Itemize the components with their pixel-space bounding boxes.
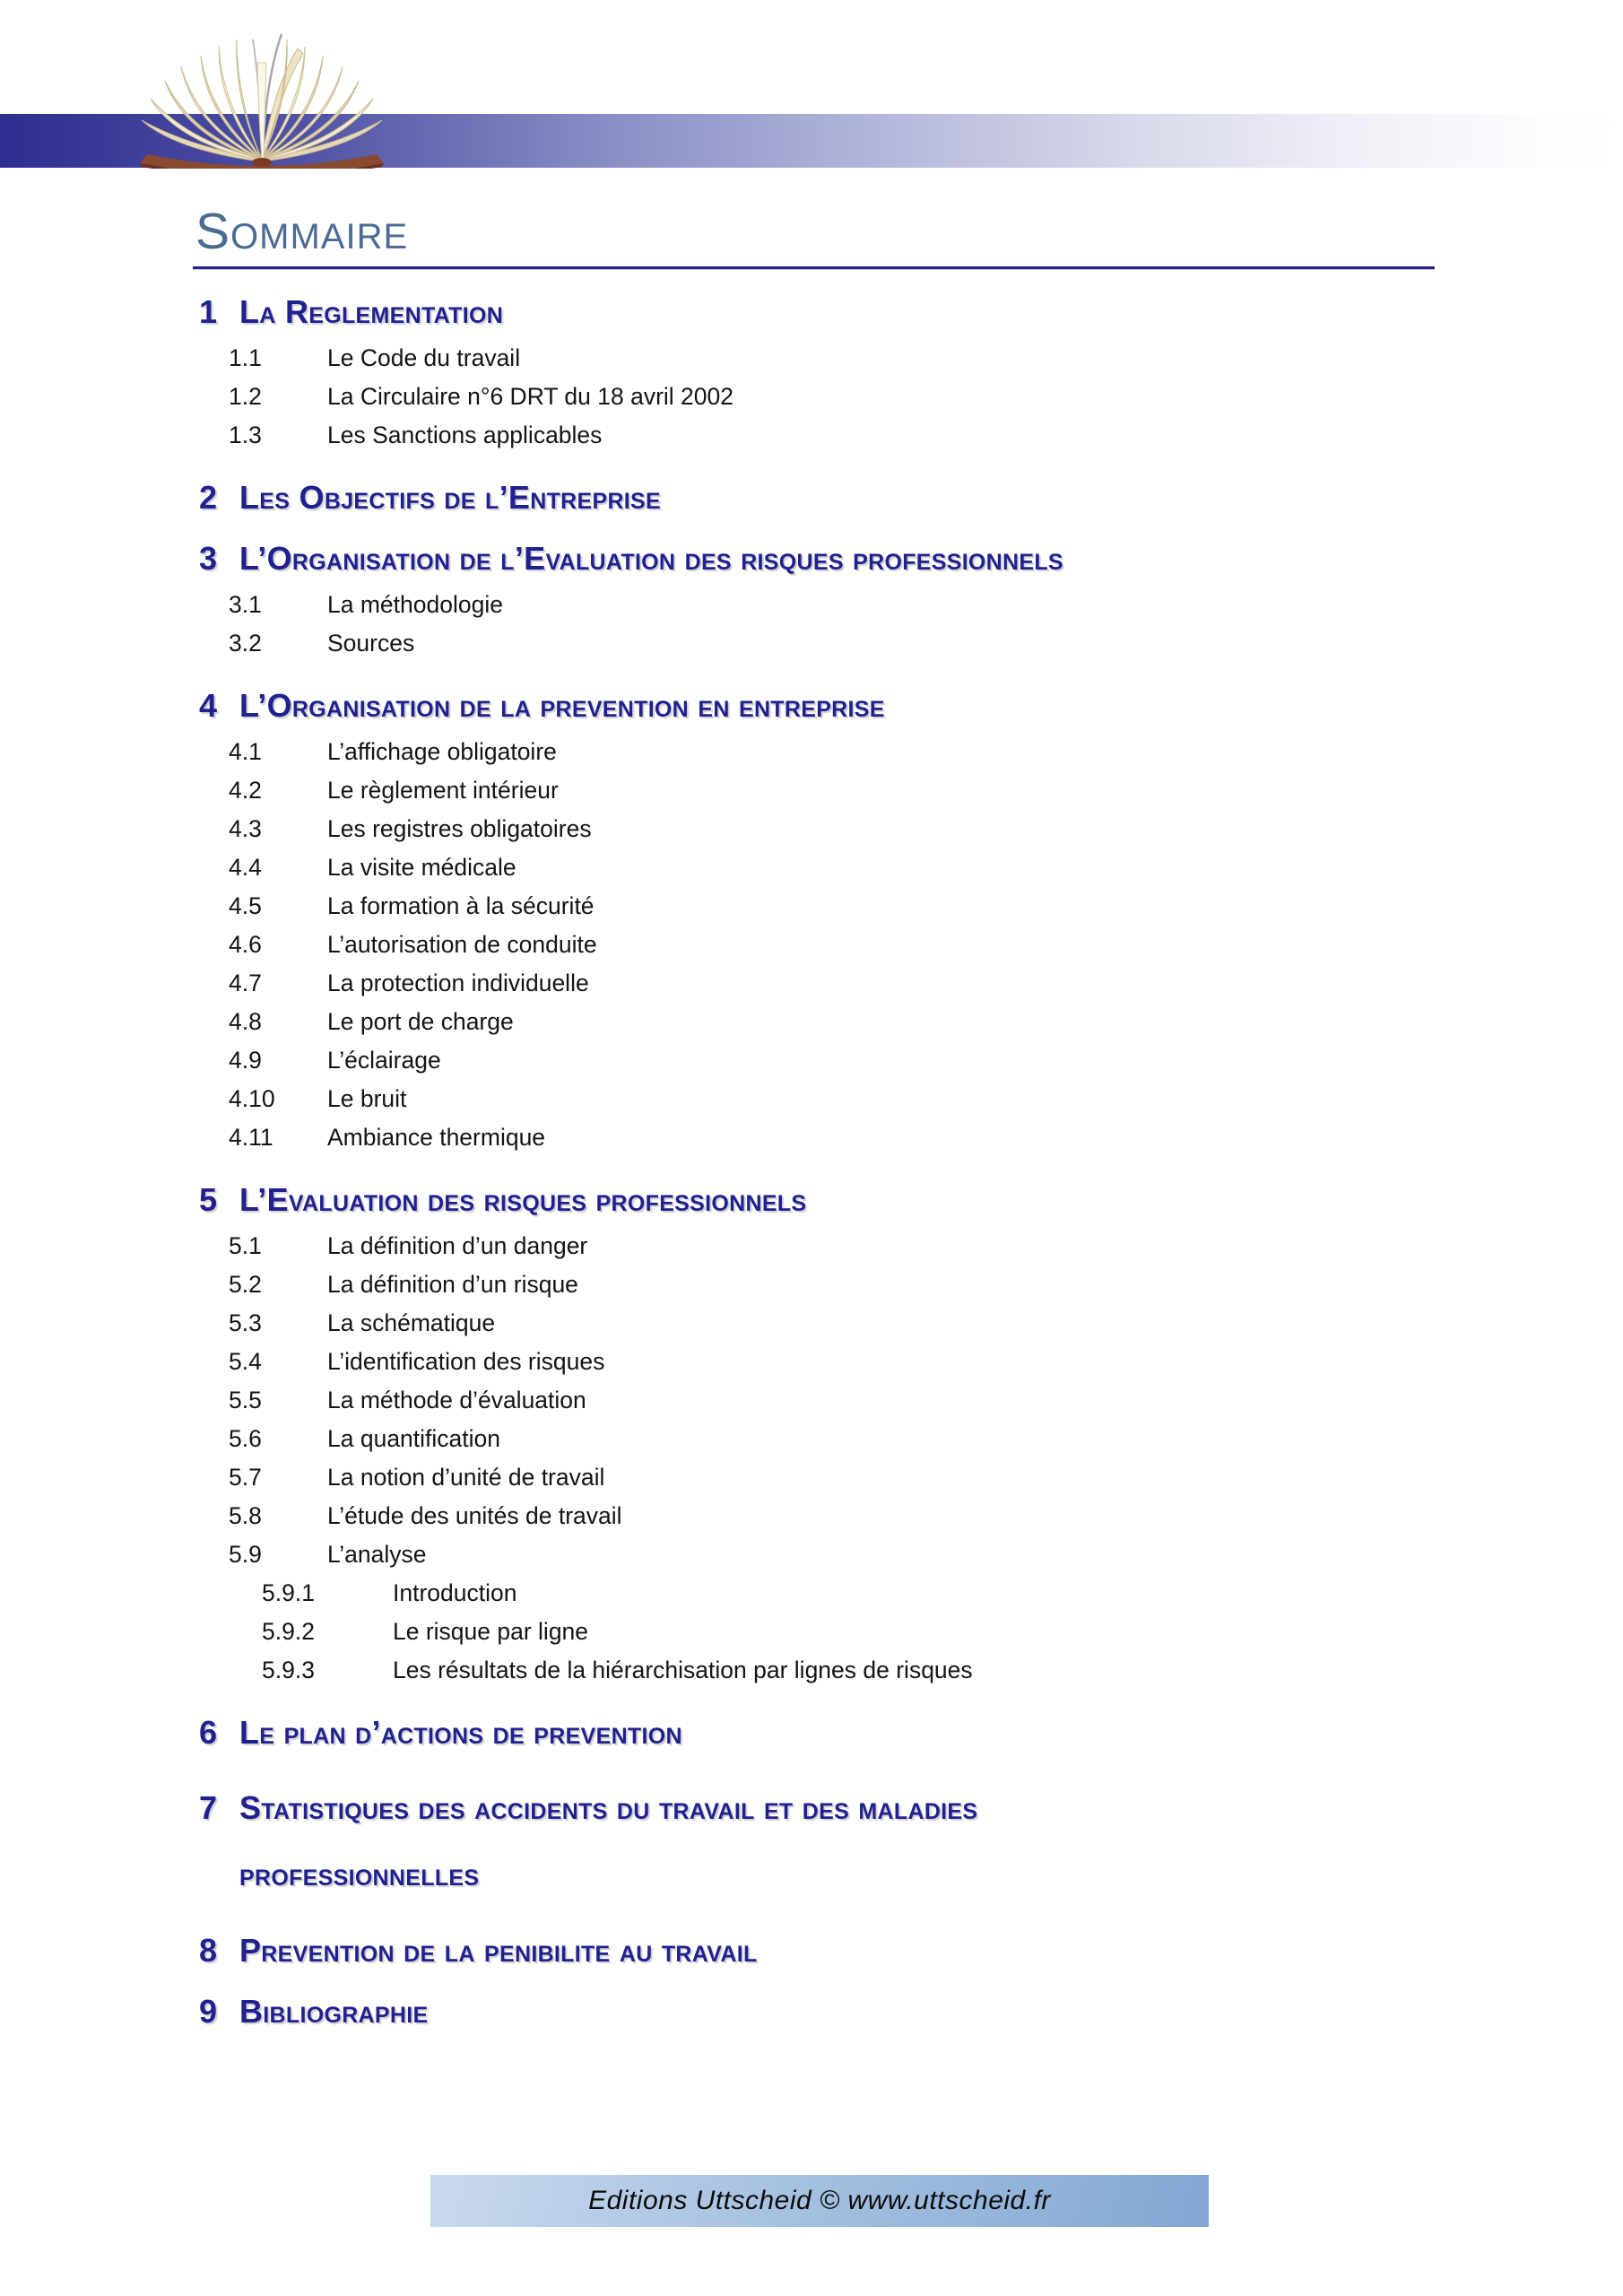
toc-entry [229, 586, 1623, 624]
toc-section-7 [199, 1775, 1623, 1908]
entry-label: Les registres obligatoires [327, 815, 592, 842]
entry-label: La quantification [327, 1425, 501, 1452]
toc-entry [229, 1381, 1623, 1420]
toc-entry [229, 1080, 1623, 1118]
entry-label: La Circulaire n°6 DRT du 18 avril 2002 [327, 383, 733, 410]
entry-number: 4.10 [229, 1085, 275, 1112]
entry-label: Ambiance thermique [327, 1124, 546, 1151]
entry-label: La méthode d’évaluation [327, 1387, 586, 1413]
section-number: 4 [199, 687, 218, 724]
entry-number: 4.2 [229, 777, 262, 804]
toc-entry [229, 733, 1623, 771]
toc-section-9 [199, 1993, 1623, 2030]
toc-entry [229, 378, 1623, 416]
entry-label: L’étude des unités de travail [327, 1502, 622, 1529]
toc-entry [229, 624, 1623, 663]
entry-label: Le risque par ligne [393, 1618, 589, 1645]
entry-number: 1.3 [229, 422, 262, 448]
toc-section-6 [199, 1714, 1623, 1751]
entry-number: 4.11 [229, 1124, 273, 1151]
toc-entry [229, 887, 1623, 926]
toc-entry [229, 926, 1623, 964]
entry-label: L’affichage obligatoire [327, 738, 557, 765]
section-title: L’Organisation de la prevention en entreprise [239, 687, 885, 724]
toc-entry [229, 1497, 1623, 1535]
entry-number: 1.2 [229, 383, 262, 410]
entry-label: La définition d’un danger [327, 1232, 588, 1259]
section-title: L’Organisation de l’Evaluation des risques professionnels [239, 540, 1063, 577]
section-number: 8 [199, 1932, 218, 1969]
toc-subentry [262, 1613, 1623, 1651]
toc-entry [229, 1343, 1623, 1381]
toc-entry [229, 964, 1623, 1003]
entry-label: L’analyse [327, 1541, 427, 1568]
section-number: 5 [199, 1181, 218, 1218]
toc-entry [229, 416, 1623, 455]
entry-number: 4.5 [229, 892, 262, 919]
section-number: 9 [199, 1993, 218, 2030]
toc-entry [229, 810, 1623, 848]
section-number: 2 [199, 479, 218, 516]
section-number: 3 [199, 540, 218, 577]
entry-number: 4.7 [229, 970, 262, 996]
toc-entry [229, 771, 1623, 810]
footer-text: Editions Uttscheid © www.uttscheid.fr [588, 2186, 1051, 2215]
page-title: Sommaire [195, 203, 409, 260]
section-title: Statistiques des accidents du travail et des maladies professionnelles [239, 1789, 978, 1892]
entry-number: 4.4 [229, 854, 262, 881]
section-title: Les Objectifs de l’Entreprise [239, 479, 661, 516]
entry-number: 4.3 [229, 815, 262, 842]
toc-section-1 [199, 293, 1623, 330]
toc-group [0, 733, 1623, 1157]
toc-group [0, 586, 1623, 663]
section-title: Prevention de la penibilite au travail [239, 1932, 758, 1969]
entry-label: Les résultats de la hiérarchisation par lignes de risques [393, 1657, 973, 1683]
entry-number: 5.7 [229, 1464, 262, 1491]
section-title: Le plan d’actions de prevention [239, 1714, 682, 1751]
toc-entry [229, 339, 1623, 378]
entry-number: 3.1 [229, 591, 262, 618]
section-number: 6 [199, 1714, 218, 1751]
toc-group [0, 339, 1623, 455]
entry-label: La définition d’un risque [327, 1271, 578, 1298]
entry-number: 5.4 [229, 1348, 262, 1375]
section-title: Bibliographie [239, 1993, 429, 2030]
entry-label: La formation à la sécurité [327, 892, 595, 919]
entry-number: 5.3 [229, 1309, 262, 1336]
entry-number: 4.1 [229, 738, 262, 765]
toc-subentry [262, 1651, 1623, 1690]
entry-number: 5.2 [229, 1271, 262, 1298]
toc-entry [229, 1304, 1623, 1343]
entry-number: 4.8 [229, 1008, 262, 1035]
entry-label: Le bruit [327, 1085, 407, 1112]
table-of-contents [0, 293, 1623, 2030]
entry-label: Le port de charge [327, 1008, 514, 1035]
entry-label: La visite médicale [327, 854, 516, 881]
toc-entry [229, 1118, 1623, 1157]
entry-label: L’éclairage [327, 1047, 441, 1074]
entry-number: 5.9.1 [262, 1579, 315, 1606]
toc-group [0, 1227, 1623, 1690]
entry-number: 5.6 [229, 1425, 262, 1452]
toc-entry [229, 1003, 1623, 1041]
section-title: L’Evaluation des risques professionnels [239, 1181, 807, 1218]
entry-number: 4.9 [229, 1047, 262, 1074]
entry-label: La schématique [327, 1309, 496, 1336]
entry-label: Introduction [393, 1579, 517, 1606]
entry-number: 5.9 [229, 1541, 262, 1568]
entry-label: Le règlement intérieur [327, 777, 559, 804]
section-title: La Reglementation [239, 293, 504, 330]
entry-number: 5.8 [229, 1502, 262, 1529]
entry-number: 5.9.2 [262, 1618, 315, 1645]
toc-section-2 [199, 479, 1623, 516]
entry-label: Sources [327, 630, 415, 657]
toc-section-5 [199, 1181, 1623, 1218]
toc-section-8 [199, 1932, 1623, 1969]
title-rule [193, 266, 1435, 269]
entry-label: La protection individuelle [327, 970, 589, 996]
entry-number: 1.1 [229, 344, 262, 371]
toc-section-4 [199, 687, 1623, 724]
toc-entry [229, 1420, 1623, 1458]
entry-label: La notion d’unité de travail [327, 1464, 605, 1491]
toc-section-3 [199, 540, 1623, 577]
entry-label: L’autorisation de conduite [327, 931, 597, 958]
entry-number: 5.1 [229, 1232, 262, 1259]
entry-number: 5.5 [229, 1387, 262, 1413]
section-number: 1 [199, 293, 218, 330]
entry-label: Les Sanctions applicables [327, 422, 603, 448]
toc-subentry [262, 1574, 1623, 1613]
entry-number: 5.9.3 [262, 1657, 315, 1683]
toc-entry [229, 848, 1623, 887]
entry-number: 3.2 [229, 630, 262, 657]
toc-entry [229, 1265, 1623, 1304]
entry-label: L’identification des risques [327, 1348, 605, 1375]
toc-entry [229, 1041, 1623, 1080]
section-number: 7 [199, 1789, 218, 1826]
entry-label: La méthodologie [327, 591, 503, 618]
toc-entry [229, 1227, 1623, 1265]
entry-label: Le Code du travail [327, 344, 521, 371]
toc-entry [229, 1535, 1623, 1574]
footer-banner [430, 2175, 1209, 2227]
entry-number: 4.6 [229, 931, 262, 958]
toc-entry [229, 1458, 1623, 1497]
